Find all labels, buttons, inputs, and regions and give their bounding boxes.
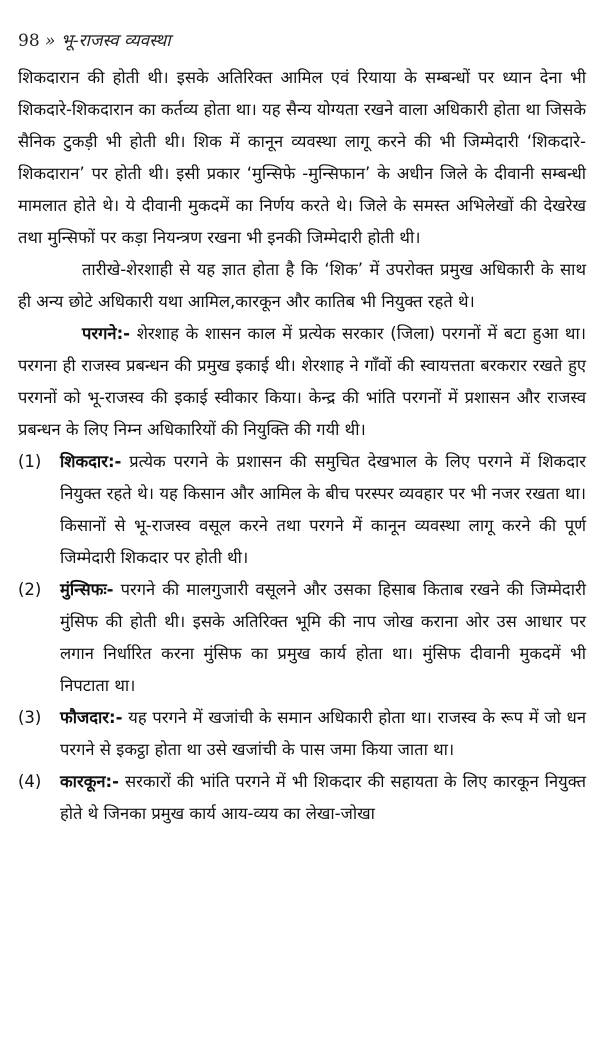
page-body [18, 62, 586, 830]
book-title: भू-राजस्व व्यवस्था [60, 31, 171, 51]
item-text: यह परगने में खजांची के समान अधिकारी होता था। राजस्व के रूप में जो धन परगने से इकट्ठा होता था उसे खजांची के पास जमा किया जाता था। [60, 708, 586, 759]
item-text: सरकारों की भांति परगने में भी शिकदार की सहायता के लिए कारकून नियुक्त होते थे जिनका प्रमुख कार्य आय-व्यय का लेखा-जोखा [60, 772, 586, 823]
item-term: मुंन्सिफः- [60, 580, 114, 599]
paragraph-text: तारीखे-शेरशाही से यह ज्ञात होता है कि ‘शिक’ में उपरोक्त प्रमुख अधिकारी के साथ ही अन्य छोटे अधिकारी यथा आमिल,कारकून और कातिब भी नियुक्त रहते थे। [18, 260, 586, 311]
paragraph [18, 254, 586, 318]
item-number: (4) [18, 772, 42, 791]
running-header [18, 28, 171, 51]
item-term: शिकदार:- [60, 452, 122, 471]
item-number: (1) [18, 452, 42, 471]
paragraph-text: शेरशाह के शासन काल में प्रत्येक सरकार (जिला) परगनों में बटा हुआ था। परगना ही राजस्व प्रबन्धन की प्रमुख इकाई थी। शेरशाह ने गाँवों की स्वायत्तता बरकरार रखते हुए परगनों को भू-राजस्व की इकाई स्वीकार किया। केन्द्र की भांति परगनों में प्रशासन और राजस्व प्रबन्धन के लिए निम्न अधिकारियों की नियुक्ति की गयी थी। [18, 324, 586, 439]
list-item [18, 766, 586, 830]
header-separator: » [45, 31, 56, 51]
item-number: (2) [18, 580, 42, 599]
paragraph-text: शिकदारान की होती थी। इसके अतिरिक्त आमिल एवं रियाया के सम्बन्धों पर ध्यान देना भी शिकदारे-शिकदारान का कर्तव्य होता था। यह सैन्य योग्यता रखने वाला अधिकारी होता था जिसके सैनिक टुकड़ी भी होती थी। शिक में कानून व्यवस्था लागू करने की भी जिम्मेदारी ‘शिकदारे-शिकदारान’ पर होती थी। इसी प्रकार ‘मुन्सिफे -मुन्सिफान’ के अधीन जिले के दीवानी सम्बन्धी मामलात होते थे। ये दीवानी मुकदमें का निर्णय करते थे। जिले के समस्त अभिलेखों की देखरेख तथा मुन्सिफों पर कड़ा नियन्त्रण रखना भी इनकी जिम्मेदारी होती थी। [18, 68, 586, 247]
list-item [18, 574, 586, 702]
section-heading: परगने:- [82, 324, 131, 343]
item-term: कारकून:- [60, 772, 119, 791]
page-number: 98 [18, 31, 40, 51]
list-item [18, 702, 586, 766]
paragraph [18, 318, 586, 446]
item-term: फौजदार:- [60, 708, 123, 727]
paragraph [18, 62, 586, 254]
item-text: प्रत्येक परगने के प्रशासन की समुचित देखभाल के लिए परगने में शिकदार नियुक्त रहते थे। यह किसान और आमिल के बीच परस्पर व्यवहार पर भी नजर रखता था। किसानों से भू-राजस्व वसूल करने तथा परगने में कानून व्यवस्था लागू करने की पूर्ण जिम्मेदारी शिकदार पर होती थी। [60, 452, 586, 567]
list-item [18, 446, 586, 574]
item-number: (3) [18, 708, 42, 727]
item-text: परगने की मालगुजारी वसूलने और उसका हिसाब किताब रखने की जिम्मेदारी मुंसिफ की होती थी। इसके अतिरिक्त भूमि की नाप जोख कराना ओर उस आधार पर लगान निर्धारित करना मुंसिफ का प्रमुख कार्य होता था। मुंसिफ दीवानी मुकदमें भी निपटाता था। [60, 580, 586, 695]
